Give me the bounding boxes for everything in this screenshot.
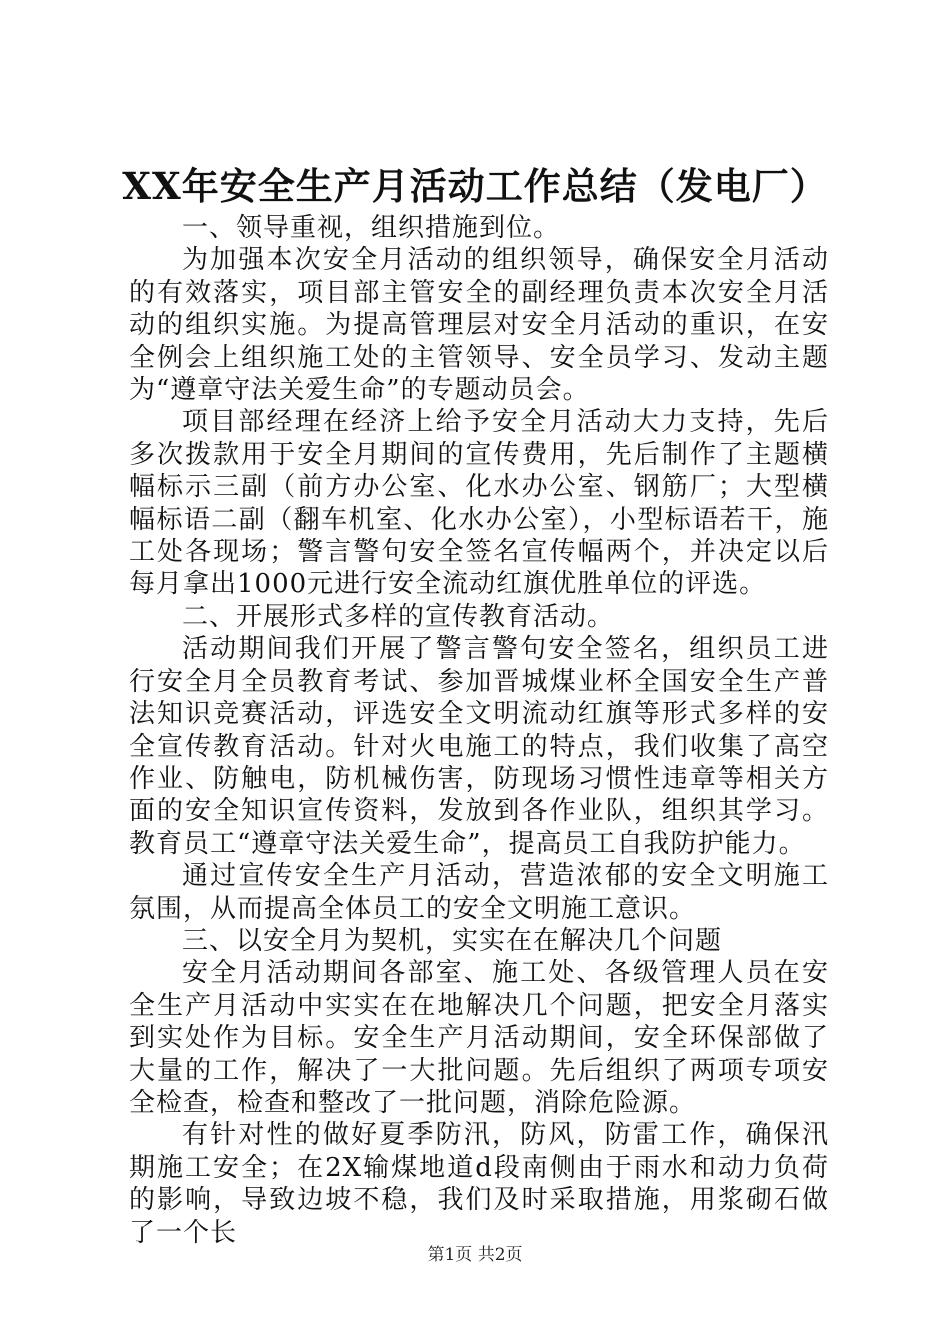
paragraph: 为加强本次安全月活动的组织领导，确保安全月活动的有效落实，项目部主管安全的副经理负责本次安全月活动的组织实施。为提高管理层对安全月活动的重识，在安全例会上组织施工处的主管领导、安全员学习、发动主题为“遵章守法关爱生命”的专题动员会。	[129, 245, 829, 406]
paragraph: 通过宣传安全生产月活动，营造浓郁的安全文明施工氛围，从而提高全体员工的安全文明施工意识。	[129, 861, 829, 924]
paragraph: 项目部经理在经济上给予安全月活动大力支持，先后多次拨款用于安全月期间的宣传费用，先后制作了主题横幅标示三副（前方办公室、化水办公室、钢筋厂；大型横幅标语二副（翻车机室、化水办公室），小型标语若干，施工处各现场；警言警句安全签名宣传幅两个，并决定以后每月拿出1000元进行安全流动红旗优胜单位的评选。	[129, 407, 829, 600]
document-body	[129, 212, 829, 1249]
document-title: XX年安全生产月活动工作总结（发电厂）	[122, 164, 828, 208]
paragraph: 有针对性的做好夏季防汛，防风，防雷工作，确保汛期施工安全；在2X输煤地道d段南侧由于雨水和动力负荷的影响，导致边坡不稳，我们及时采取措施，用浆砌石做了一个长	[129, 1120, 829, 1248]
page-footer: 第1页 共2页	[427, 1245, 523, 1265]
paragraph: 活动期间我们开展了警言警句安全签名，组织员工进行安全月全员教育考试、参加晋城煤业杯全国安全生产普法知识竞赛活动，评选安全文明流动红旗等形式多样的安全宣传教育活动。针对火电施工的特点，我们收集了高空作业、防触电，防机械伤害，防现场习惯性违章等相关方面的安全知识宣传资料，发放到各作业队，组织其学习。教育员工“遵章守法关爱生命”，提高员工自我防护能力。	[129, 634, 829, 859]
section-heading-2: 二、开展形式多样的宣传教育活动。	[182, 601, 615, 632]
section-heading-1: 一、领导重视，组织措施到位。	[182, 213, 561, 243]
section-heading-3: 三、以安全月为契机，实实在在解决几个问题	[182, 925, 723, 956]
paragraph: 安全月活动期间各部室、施工处、各级管理人员在安全生产月活动中实实在在地解决几个问题，把安全月落实到实处作为目标。安全生产月活动期间，安全环保部做了大量的工作，解决了一大批问题。先后组织了两项专项安全检查，检查和整改了一批问题，消除危险源。	[129, 958, 829, 1118]
